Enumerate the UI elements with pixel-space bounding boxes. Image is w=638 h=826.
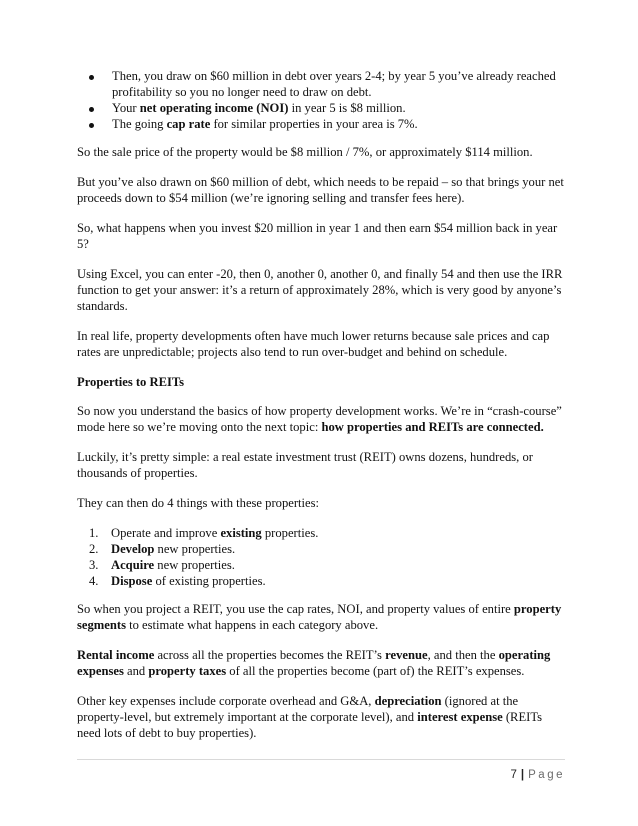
- footer-separator: |: [520, 769, 525, 781]
- bullet-item: [77, 68, 567, 100]
- bold-text: interest expense: [417, 710, 503, 724]
- bold-text: Acquire: [111, 558, 155, 572]
- list-item: [77, 573, 567, 589]
- list-item: [77, 541, 567, 557]
- list-text: Operate and improve existing properties.: [111, 526, 319, 540]
- bullet-text: Your net operating income (NOI) in year 5 is $8 million.: [112, 101, 406, 115]
- bold-text: cap rate: [166, 117, 211, 131]
- list-item: [77, 525, 567, 541]
- paragraph-project: So when you project a REIT, you use the cap rates, NOI, and property values of entire property segments to estimate what happens in each category above.: [77, 602, 562, 632]
- bold-text: revenue: [385, 648, 428, 662]
- document-page: [77, 68, 567, 755]
- paragraph-debt: But you’ve also drawn on $60 million of debt, which needs to be repaid – so that brings your net proceeds down to $54 million (we’re ignoring selling and transfer fees here).: [77, 175, 564, 205]
- paragraph-rental: Rental income across all the properties becomes the REIT’s revenue, and then the operating expenses and property taxes of all the properties become (part of) the REIT’s expenses.: [77, 648, 551, 678]
- bullet-item: [77, 100, 567, 116]
- list-text: Dispose of existing properties.: [111, 574, 266, 588]
- list-item: [77, 557, 567, 573]
- list-number: 1.: [89, 526, 99, 540]
- bold-text: Rental income: [77, 648, 155, 662]
- section-heading: Properties to REITs: [77, 375, 185, 389]
- bold-text: property taxes: [148, 664, 227, 678]
- page-footer: [77, 759, 565, 783]
- bold-text: property segments: [77, 602, 562, 632]
- paragraph-invest: So, what happens when you invest $20 million in year 1 and then earn $54 million back in year 5?: [77, 221, 558, 251]
- list-number: 3.: [89, 558, 99, 572]
- assumption-bullet-list: [77, 68, 567, 132]
- paragraph-four-things: They can then do 4 things with these properties:: [77, 496, 320, 510]
- bullet-item: [77, 116, 567, 132]
- bullet-text: The going cap rate for similar properties in your area is 7%.: [112, 117, 418, 131]
- paragraph-real-life: In real life, property developments often have much lower returns because sale prices and cap rates are unpredictable; projects also tend to run over-budget and behind on schedule.: [77, 329, 550, 359]
- bold-text: how properties and REITs are connected.: [321, 420, 544, 434]
- bold-text: existing: [220, 526, 262, 540]
- paragraph-crash-course: So now you understand the basics of how property development works. We’re in “crash-course” mode here so we’re moving onto the next topic: how properties and REITs are connected.: [77, 404, 562, 434]
- list-text: Acquire new properties.: [111, 558, 235, 572]
- paragraph-luckily: Luckily, it’s pretty simple: a real estate investment trust (REIT) owns dozens, hundreds, or thousands of properties.: [77, 450, 533, 480]
- bold-text: Develop: [111, 542, 155, 556]
- paragraph-sale-price: So the sale price of the property would be $8 million / 7%, or approximately $114 million.: [77, 145, 533, 159]
- bold-text: depreciation: [374, 694, 442, 708]
- list-text: Develop new properties.: [111, 542, 236, 556]
- paragraph-excel: Using Excel, you can enter -20, then 0, another 0, another 0, and finally 54 and then use the IRR function to get your answer: it’s a return of approximately 28%, which is very good by anyone’s standards.: [77, 267, 563, 313]
- bullet-dot-icon: [89, 107, 94, 112]
- paragraph-other-expenses: Other key expenses include corporate overhead and G&A, depreciation (ignored at the property-level, but extremely important at the corporate level), and interest expense (REITs need lots of debt to buy properties).: [77, 694, 543, 740]
- bullet-dot-icon: [89, 75, 94, 80]
- bullet-dot-icon: [89, 123, 94, 128]
- bullet-text: Then, you draw on $60 million in debt over years 2-4; by year 5 you’ve already reached profitability so you no longer need to draw on debt.: [112, 69, 556, 99]
- bold-text: net operating income (NOI): [139, 101, 289, 115]
- page-label: Page: [528, 769, 565, 781]
- list-number: 4.: [89, 574, 99, 588]
- page-number: 7: [510, 769, 517, 781]
- reit-actions-list: [77, 525, 567, 589]
- list-number: 2.: [89, 542, 99, 556]
- bold-text: operating expenses: [77, 648, 551, 678]
- bold-text: Dispose: [111, 574, 153, 588]
